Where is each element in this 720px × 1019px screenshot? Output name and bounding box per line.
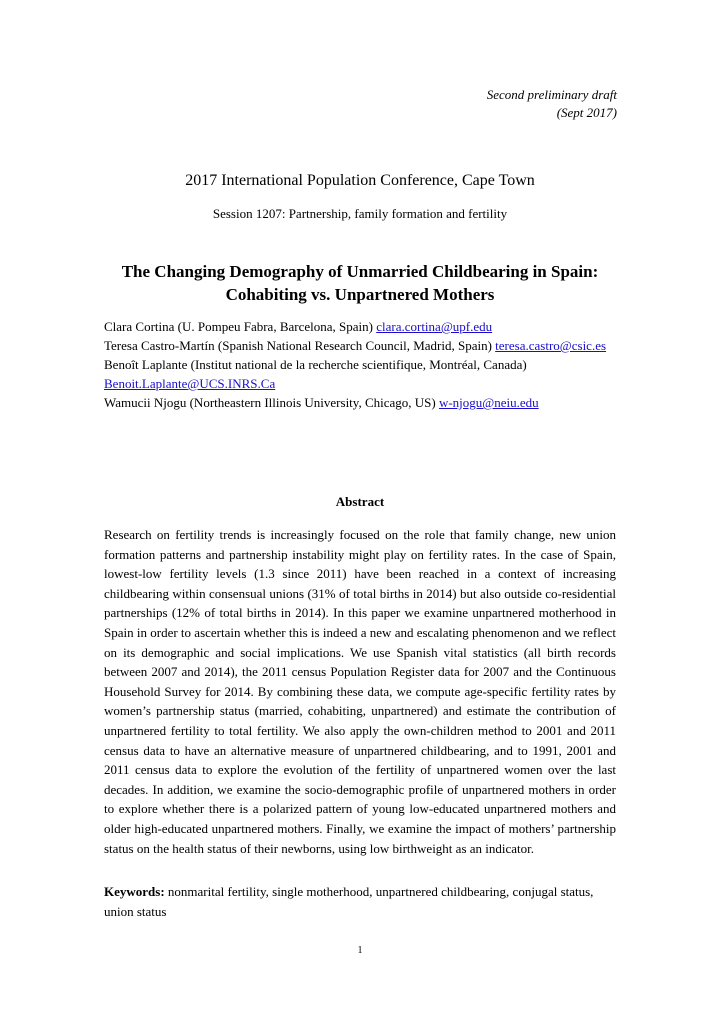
author-name-affiliation: Benoît Laplante (Institut national de la recherche scientifique, Montréal, Canada): [104, 357, 527, 372]
abstract-heading: Abstract: [335, 494, 385, 509]
author-entry: [104, 355, 624, 393]
keywords-label: Keywords:: [104, 884, 165, 899]
author-email-link[interactable]: Benoit.Laplante@UCS.INRS.Ca: [104, 376, 276, 391]
paper-title-line-2: Cohabiting vs. Unpartnered Mothers: [225, 285, 495, 304]
author-entry: [104, 317, 624, 336]
author-email-link[interactable]: w-njogu@neiu.edu: [438, 395, 539, 410]
keywords-text: nonmarital fertility, single motherhood, unpartnered childbearing, conjugal status, union status: [104, 884, 594, 919]
keywords-section: [104, 882, 616, 922]
author-email-link[interactable]: clara.cortina@upf.edu: [376, 319, 493, 334]
page-number: 1: [357, 945, 363, 956]
author-list: [104, 317, 624, 412]
abstract-text: Research on fertility trends is increasingly focused on the role that family change, new union formation patterns and partnership instability might play on fertility rates. In the case of Spain, lowest-low fertility levels (1.3 since 2011) have been reached in a context of increasing childbearing within consensual unions (31% of total births in 2014) but also outside co-residential partnerships (12% of total births in 2014). In this paper we examine unpartnered motherhood in Spain in order to ascertain whether this is indeed a new and escalating phenomenon and we reflect on its demographic and social implications. We use Spanish vital statistics (all birth records between 2007 and 2014), the 2011 census Population Register data for 2007 and the Continuous Household Survey for 2014. By combining these data, we compute age-specific fertility rates by women’s partnership status (married, cohabiting, unpartnered) and estimate the contribution of unpartnered fertility to total fertility. We also apply the own-children method to 2001 and 2011 census data to have an alternative measure of unpartnered childbearing, and to 1991, 2001 and 2011 census data to explore the evolution of the fertility of unpartnered women over the last decades. In addition, we examine the socio-demographic profile of unpartnered mothers in order to explore whether there is a polarized pattern of young low-educated unpartnered mothers and older high-educated unpartnered mothers. Finally, we examine the impact of mothers’ partnership status on the health status of their newborns, using low birthweight as an indicator.: [104, 527, 616, 856]
draft-status: Second preliminary draft: [486, 87, 617, 102]
author-entry: [104, 393, 624, 412]
conference-title: 2017 International Population Conference, Cape Town: [185, 172, 535, 189]
author-email-link[interactable]: teresa.castro@csic.es: [495, 338, 607, 353]
author-name-affiliation: Wamucii Njogu (Northeastern Illinois University, Chicago, US): [104, 395, 439, 410]
paper-title: [100, 260, 620, 306]
draft-date: (Sept 2017): [556, 105, 617, 120]
session-title: Session 1207: Partnership, family formation and fertility: [212, 206, 508, 221]
paper-title-line-1: The Changing Demography of Unmarried Childbearing in Spain:: [121, 262, 599, 281]
author-entry: [104, 336, 624, 355]
author-name-affiliation: Teresa Castro-Martín (Spanish National Research Council, Madrid, Spain): [104, 338, 496, 353]
author-name-affiliation: Clara Cortina (U. Pompeu Fabra, Barcelona, Spain): [104, 319, 377, 334]
draft-note: [487, 86, 617, 122]
